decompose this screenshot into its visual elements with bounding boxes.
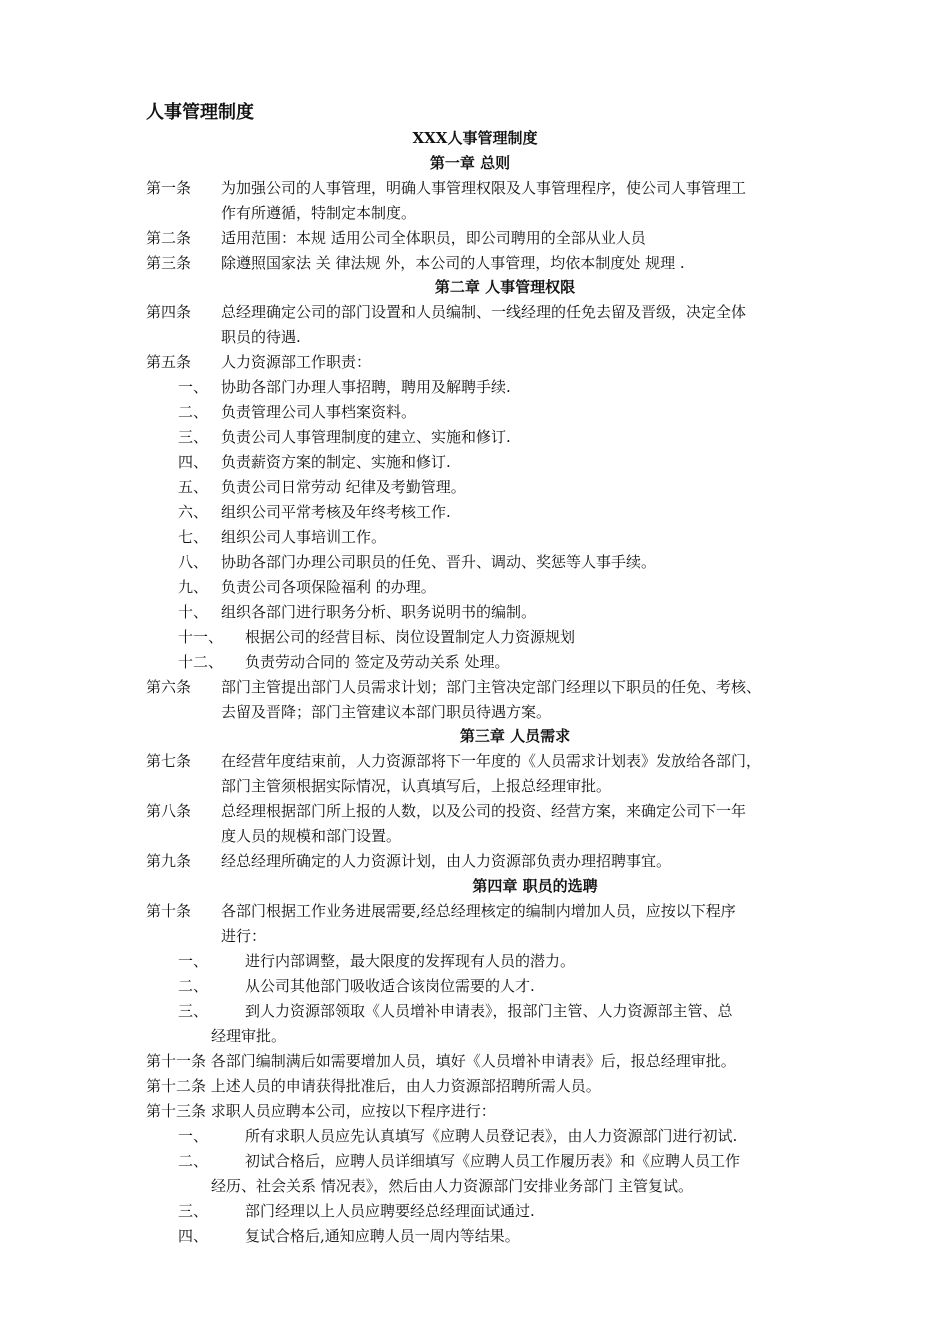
chapter-2-heading: 第二章 人事管理权限 [434,278,576,296]
list-item: 经历、社会关系 情况表》，然后由人力资源部门安排业务部门 主管复试。 [211,1177,694,1195]
article-text: 各部门根据工作业务进展需要,经总经理核定的编制内增加人员，应按以下程序 [221,902,736,920]
article-text: 进行： [221,927,267,945]
list-number: 一、 [178,378,209,396]
article-label: 第九条 [146,852,192,870]
list-item: 负责薪资方案的制定、实施和修订. [221,453,451,471]
article-text: 经总经理所确定的人力资源计划，由人力资源部负责办理招聘事宜。 [221,852,672,870]
list-number: 四、 [178,453,209,471]
article-text: 去留及晋降；部门主管建议本部门职员待遇方案。 [221,703,552,721]
list-item: 从公司其他部门吸收适合该岗位需要的人才. [245,977,535,995]
list-number: 三、 [178,428,209,446]
list-item: 进行内部调整，最大限度的发挥现有人员的潜力。 [245,952,576,970]
chapter-1-heading: 第一章 总则 [429,154,511,172]
article-text: 第十一条 各部门编制满后如需要增加人员，填好《人员增补申请表》后，报总经理审批。 [146,1052,736,1070]
article-text: 第十二条 上述人员的申请获得批准后，由人力资源部招聘所需人员。 [146,1077,601,1095]
article-label: 第四条 [146,303,192,321]
article-label: 第八条 [146,802,192,820]
list-number: 八、 [178,553,209,571]
article-label: 第三条 [146,254,192,272]
list-number: 四、 [178,1227,209,1245]
main-title: XXX人事管理制度 [412,129,538,147]
article-text: 部门主管提出部门人员需求计划；部门主管决定部门经理以下职员的任免、考核、 [221,678,762,696]
article-text: 作有所遵循，特制定本制度。 [221,204,417,222]
article-label: 第二条 [146,229,192,247]
article-label: 第五条 [146,353,192,371]
article-text: 部门主管须根据实际情况，认真填写后，上报总经理审批。 [221,777,612,795]
article-text: 在经营年度结束前，人力资源部将下一年度的《人员需求计划表》发放给各部门， [221,752,762,770]
list-number: 二、 [178,1152,209,1170]
list-number: 十、 [178,603,209,621]
article-text: 除遵照国家法 关 律法规 外，本公司的人事管理，均依本制度处 规理 . [221,254,685,272]
chapter-3-heading: 第三章 人员需求 [459,727,571,745]
list-item: 部门经理以上人员应聘要经总经理面试通过. [245,1202,535,1220]
list-item: 初试合格后，应聘人员详细填写《应聘人员工作履历表》和《应聘人员工作 [245,1152,741,1170]
list-number: 十一、 [178,628,224,646]
list-item: 负责管理公司人事档案资料。 [221,403,417,421]
list-item: 组织公司平常考核及年终考核工作. [221,503,451,521]
article-text: 适用范围：本规 适用公司全体职员，即公司聘用的全部从业人员 [221,229,646,247]
article-text: 职员的待遇. [221,328,301,346]
list-number: 六、 [178,503,209,521]
document-title: 人事管理制度 [146,102,254,123]
list-number: 二、 [178,403,209,421]
list-number: 十二、 [178,653,224,671]
list-item: 协助各部门办理公司职员的任免、晋升、调动、奖惩等人事手续。 [221,553,657,571]
list-item: 负责公司各项保险福利 的办理。 [221,578,436,596]
article-text: 总经理根据部门所上报的人数，以及公司的投资、经营方案，来确定公司下一年 [221,802,747,820]
list-item: 负责公司人事管理制度的建立、实施和修订. [221,428,511,446]
list-item: 到人力资源部领取《人员增补申请表》，报部门主管、人力资源部主管、总 [245,1002,733,1020]
list-number: 二、 [178,977,209,995]
list-number: 一、 [178,952,209,970]
list-number: 一、 [178,1127,209,1145]
list-number: 九、 [178,578,209,596]
list-number: 五、 [178,478,209,496]
article-label: 第十条 [146,902,192,920]
list-item: 协助各部门办理人事招聘，聘用及解聘手续. [221,378,511,396]
list-number: 三、 [178,1202,209,1220]
list-number: 七、 [178,528,209,546]
list-item: 组织各部门进行职务分析、职务说明书的编制。 [221,603,537,621]
article-label: 第六条 [146,678,192,696]
list-item: 所有求职人员应先认真填写《应聘人员登记表》，由人力资源部门进行初试. [245,1127,738,1145]
list-number: 三、 [178,1002,209,1020]
list-item: 负责劳动合同的 签定及劳动关系 处理。 [245,653,510,671]
list-item: 复试合格后,通知应聘人员一周内等结果。 [245,1227,520,1245]
chapter-4-heading: 第四章 职员的选聘 [472,877,598,895]
list-item: 根据公司的经营目标、岗位设置制定人力资源规划 [245,628,576,646]
list-item: 经理审批。 [211,1027,287,1045]
article-label: 第七条 [146,752,192,770]
list-item: 负责公司日常劳动 纪律及考勤管理。 [221,478,466,496]
list-item: 组织公司人事培训工作。 [221,528,387,546]
article-text: 度人员的规模和部门设置。 [221,827,402,845]
article-text: 人力资源部工作职责： [221,353,372,371]
article-text: 为加强公司的人事管理，明确人事管理权限及人事管理程序，使公司人事管理工 [221,179,747,197]
article-text: 第十三条 求职人员应聘本公司，应按以下程序进行： [146,1102,496,1120]
article-text: 总经理确定公司的部门设置和人员编制、一线经理的任免去留及晋级，决定全体 [221,303,747,321]
article-label: 第一条 [146,179,192,197]
